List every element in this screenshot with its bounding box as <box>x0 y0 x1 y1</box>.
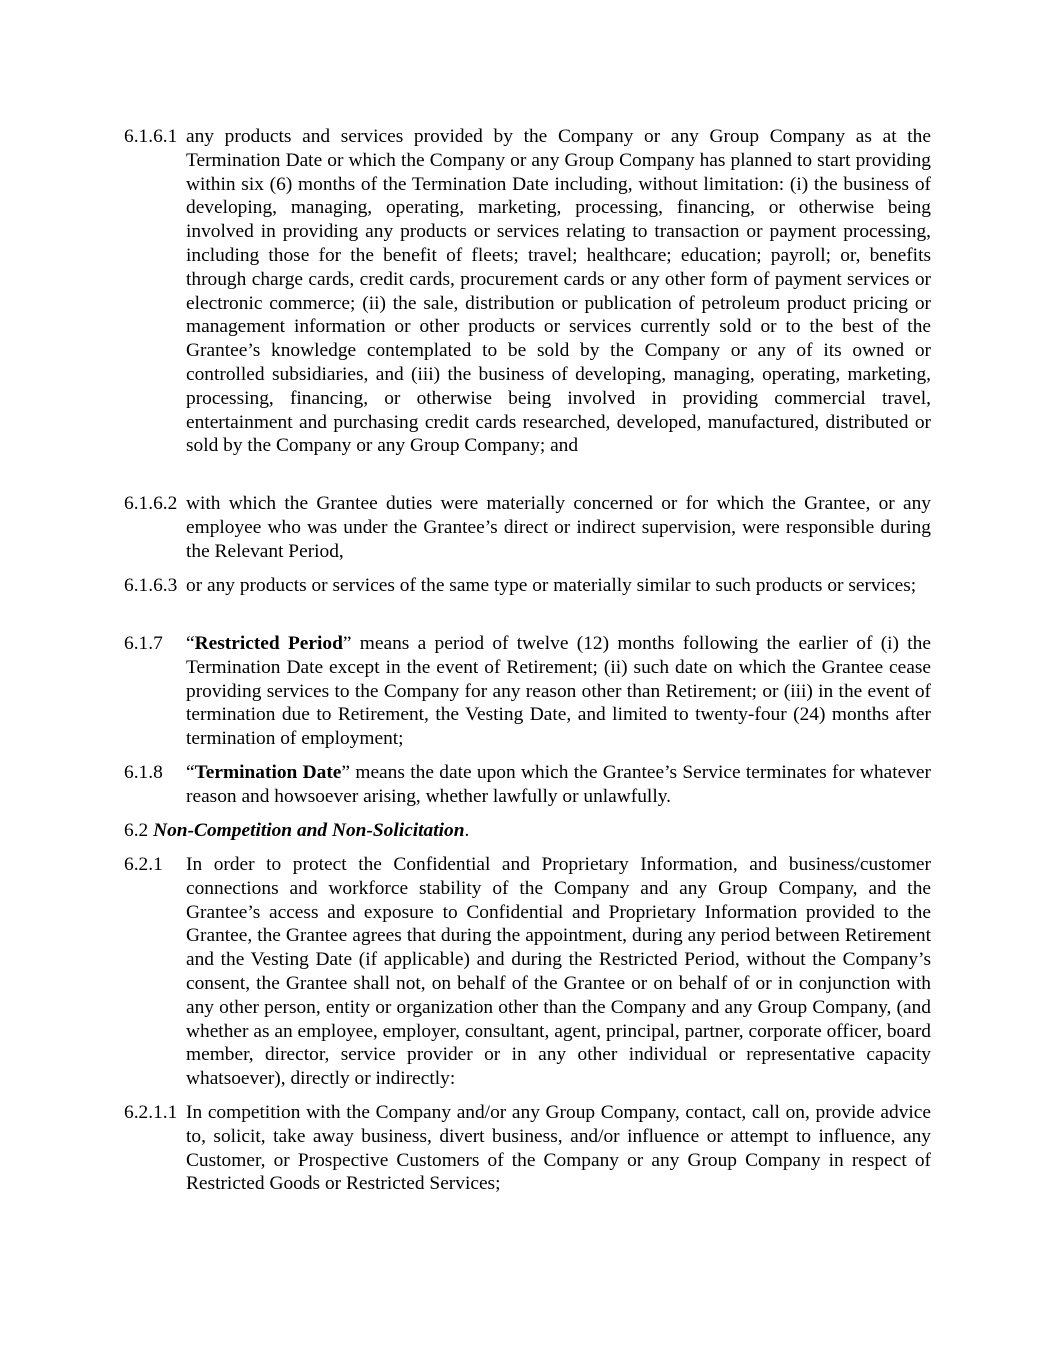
definition-restricted-period <box>124 632 931 751</box>
clause-number: 6.1.8 <box>124 762 163 783</box>
clause-text: In order to protect the Confidential and Proprietary Information, and business/customer connections and workforce stability of the Company and any Group Company, and the Grantee’s access and exposure to Confidential and Proprietary Information provided to the Grantee, the Grantee agrees that during the appointment, during any period between Retirement and the Vesting Date (if applicable) and during the Restricted Period, without the Company’s consent, the Grantee shall not, on behalf of the Grantee or on behalf of or in conjunction with any other person, entity or organization other than the Company and any Group Company, (and whether as an employee, employer, consultant, agent, principal, partner, corporate officer, board member, director, service provider or in any other individual or representative capacity whatsoever), directly or indirectly: <box>186 854 931 1090</box>
clause-text: with which the Grantee duties were materially concerned or for which the Grantee, or any employee who was under the Grantee’s direct or indirect supervision, were responsible during the Relevant Period, <box>186 493 931 562</box>
section-number: 6.2 <box>124 820 149 841</box>
definition-termination-date <box>124 761 931 809</box>
clause-6-2-1-1 <box>124 1101 931 1196</box>
section-heading <box>124 819 469 843</box>
defined-term: Termination Date <box>194 762 342 783</box>
clause-number: 6.1.6.3 <box>124 575 178 596</box>
clause-6-1-6-2 <box>124 492 931 563</box>
clause-text <box>186 632 931 751</box>
clause-text: any products and services provided by the Company or any Group Company as at the Termination Date or which the Company or any Group Company has planned to start providing within six (6) months of the Termination Date including, without limitation: (i) the business of developing, managing, operating, marketing, processing, financing, or otherwise being involved in providing any products or services relating to transaction or payment processing, including those for the benefit of fleets; travel; healthcare; education; payroll; or, benefits through charge cards, credit cards, procurement cards or any other form of payment services or electronic commerce; (ii) the sale, distribution or publication of petroleum product pricing or management information or other products or services currently sold or to the best of the Grantee’s knowledge contemplated to be sold by the Company or any of its owned or controlled subsidiaries, and (iii) the business of developing, managing, operating, marketing, processing, financing, or otherwise being involved in providing commercial travel, entertainment and purchasing credit cards researched, developed, manufactured, distributed or sold by the Company or any Group Company; and <box>186 126 931 457</box>
section-suffix: . <box>464 820 470 841</box>
clause-text: or any products or services of the same type or materially similar to such products or services; <box>186 575 917 596</box>
clause-number: 6.1.7 <box>124 633 163 654</box>
clause-text: In competition with the Company and/or any Group Company, contact, call on, provide advice to, solicit, take away business, divert business, and/or influence or attempt to influence, any Customer, or Prospective Customers of the Company or any Group Company in respect of Restricted Goods or Restricted Services; <box>186 1102 931 1195</box>
clause-number: 6.1.6.1 <box>124 126 178 147</box>
clause-6-1-6-1 <box>124 125 931 458</box>
definition-body: ” means a period of twelve (12) months following the earlier of (i) the Termination Date except in the event of Retirement; (ii) such date on which the Grantee cease providing services to the Company for any reason other than Retirement; or (iii) in the event of termination due to Retirement, the Vesting Date, and limited to twenty-four (24) months after termination of employment; <box>186 633 931 750</box>
open-quote: “ <box>186 633 195 654</box>
clause-number: 6.2.1 <box>124 854 163 875</box>
clause-6-2-1 <box>124 853 931 1091</box>
clause-number: 6.1.6.2 <box>124 493 178 514</box>
open-quote: “ <box>186 762 195 783</box>
clause-number: 6.2.1.1 <box>124 1102 178 1123</box>
clause-6-1-6-3 <box>124 574 931 598</box>
section-title: Non-Competition and Non-Solicitation <box>153 820 465 841</box>
clause-text <box>186 761 931 809</box>
definition-body: ” means the date upon which the Grantee’s Service terminates for whatever reason and howsoever arising, whether lawfully or unlawfully. <box>186 762 931 807</box>
defined-term: Restricted Period <box>194 633 343 654</box>
